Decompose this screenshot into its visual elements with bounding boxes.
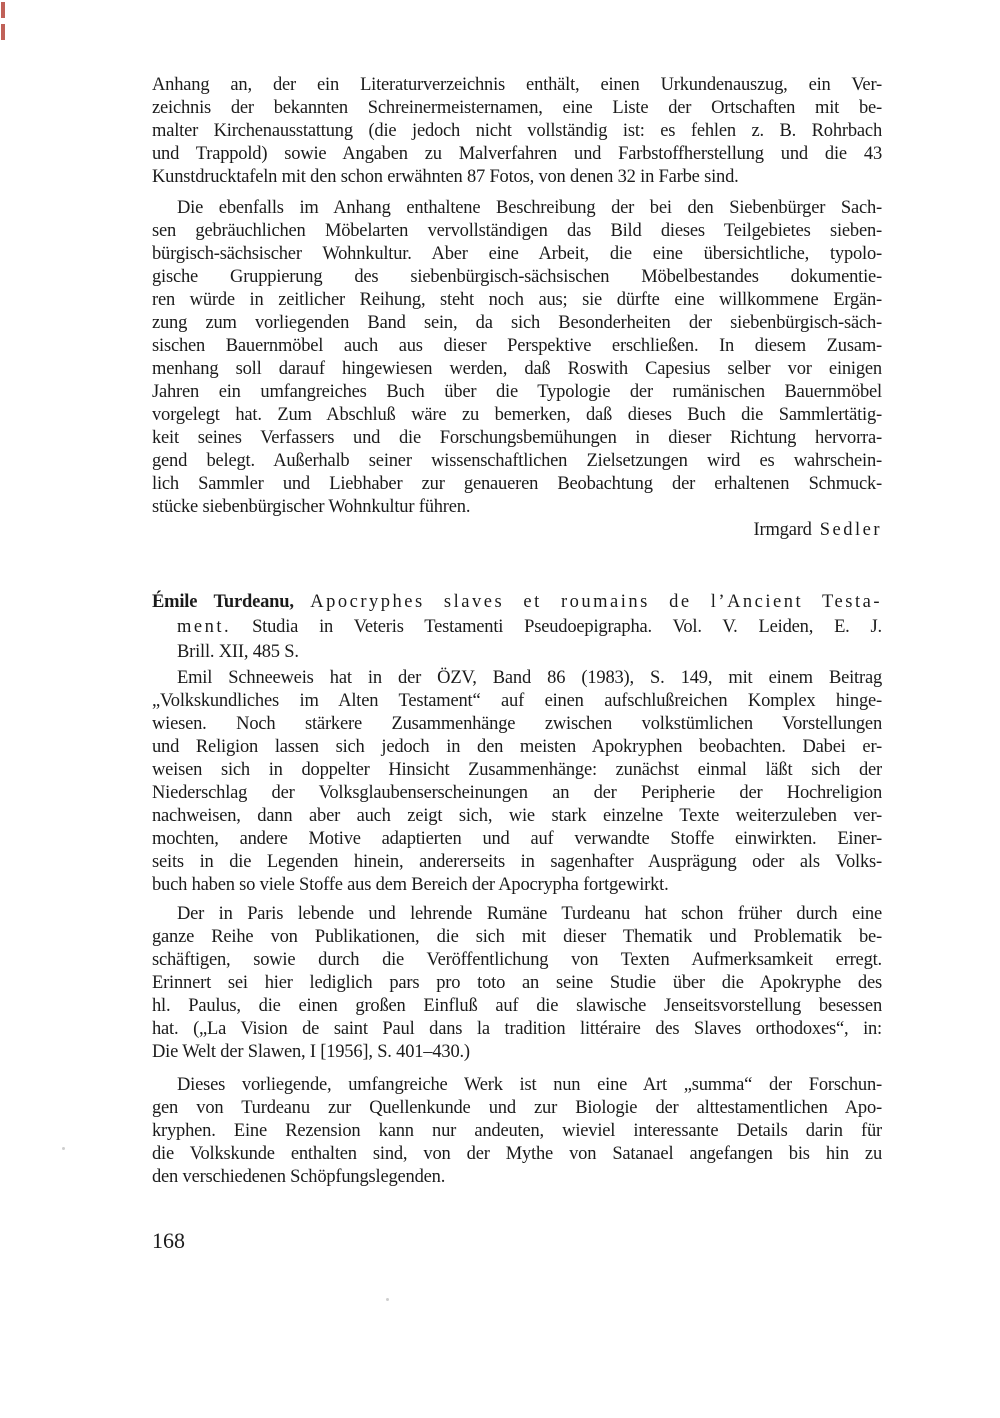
text-line: sischen Bauernmöbel auch aus dieser Perspektive erschließen. In diesem Zusam-	[152, 336, 882, 356]
heading-title-spaced: Apocryphes slaves et roumains de l’Ancient Testa-	[310, 592, 882, 612]
text-line: Die Welt der Slawen, I [1956], S. 401–430.)	[152, 1042, 470, 1062]
paragraph	[152, 903, 882, 1064]
text-line: Die ebenfalls im Anhang enthaltene Beschreibung der bei den Siebenbürger Sach-	[177, 198, 882, 218]
paragraph-group	[152, 667, 882, 1189]
page-number: 168	[152, 1228, 185, 1253]
review-sedler-continuation	[152, 74, 882, 542]
text-line: Anhang an, der ein Literaturverzeichnis enthält, einen Urkundenauszug, ein Ver-	[152, 75, 882, 95]
text-line: buch haben so viele Stoffe aus dem Bereich der Apocrypha fortgewirkt.	[152, 875, 669, 895]
text-line: malter Kirchenausstattung (die jedoch nicht vollständig ist: es fehlen z. B. Rohrbach	[152, 121, 882, 141]
text-line: stücke siebenbürgischer Wohnkultur führen.	[152, 497, 471, 517]
heading-bibliographic-info: Studia in Veteris Testamenti Pseudoepigrapha. Vol. V. Leiden, E. J.	[252, 617, 882, 637]
text-line: die Volkskunde enthalten sind, von der Mythe von Satanael angefangen bis hin zu	[152, 1144, 882, 1164]
review-turdeanu	[152, 590, 882, 1189]
text-line: ren würde in zeitlicher Reihung, steht noch aus; sie dürfte eine willkommene Ergän-	[152, 290, 882, 310]
paragraph	[152, 74, 882, 189]
heading-author: Émile Turdeanu,	[152, 592, 294, 612]
text-line: den verschiedenen Schöpfungslegenden.	[152, 1167, 446, 1187]
text-line: menhang soll darauf hingewiesen werden, daß Roswith Capesius selber vor einigen	[152, 359, 882, 379]
text-line: wiesen. Noch stärkere Zusammenhänge zwischen volkstümlichen Vorstellungen	[152, 714, 882, 734]
heading-line	[152, 615, 882, 640]
text-line: zeichnis der bekannten Schreinermeisternamen, eine Liste der Ortschaften mit be-	[152, 98, 882, 118]
text-line: Niederschlag der Volksglaubenserscheinungen an der Peripherie der Hochreligion	[152, 783, 882, 803]
heading-line: Brill. XII, 485 S.	[177, 642, 299, 662]
scan-speck	[386, 1298, 389, 1301]
text-line: vorgelegt hat. Zum Abschluß wäre zu bemerken, daß dieses Buch die Sammlertätig-	[152, 405, 882, 425]
text-line: zung zum vorliegenden Band sein, da sich Besonderheiten der siebenbürgisch-säch-	[152, 313, 882, 333]
text-line: und Trappold) sowie Angaben zu Malverfahren und Farbstoffherstellung und die 43	[152, 144, 882, 164]
scan-corner-marks	[1, 2, 7, 46]
text-line: schäftigen, sowie durch die Veröffentlichung von Texten Aufmerksamkeit erregt.	[152, 950, 882, 970]
text-line: nachweisen, dann aber auch zeigt sich, wie stark einzelne Texte weiterzuleben ver-	[152, 806, 882, 826]
heading-line	[152, 590, 882, 615]
text-line: ganze Reihe von Publikationen, die sich mit dieser Thematik und Problematik be-	[152, 927, 882, 947]
paragraph	[152, 197, 882, 519]
text-line: seits in die Legenden hinein, andererseits in sagenhafter Ausprägung oder als Volks-	[152, 852, 882, 872]
text-line: Kunstdrucktafeln mit den schon erwähnten 87 Fotos, von denen 32 in Farbe sind.	[152, 167, 739, 187]
text-line: gen von Turdeanu zur Quellenkunde und zur Biologie der alttestamentlichen Apo-	[152, 1098, 882, 1118]
text-line: hl. Paulus, die einen großen Einfluß auf die slawische Jenseitsvorstellung besessen	[152, 996, 882, 1016]
signature-given-name: Irmgard	[753, 520, 812, 540]
page-text-block	[152, 74, 882, 1189]
scan-mark-dash	[1, 2, 5, 18]
scan-speck	[62, 1147, 65, 1150]
paragraph	[152, 667, 882, 897]
text-line: sen gebräuchlichen Möbelarten vervollständigen das Bild dieses Teilgebietes sieben-	[152, 221, 882, 241]
review-heading	[152, 590, 882, 665]
text-line: mochten, andere Motive adaptierten und auf verwandte Stoffe einwirkten. Einer-	[152, 829, 882, 849]
text-line: Emil Schneeweis hat in der ÖZV, Band 86 (1983), S. 149, mit einem Beitrag	[177, 668, 882, 688]
scan-mark-dash	[1, 24, 5, 40]
text-line: Jahren ein umfangreiches Buch über die Typologie der rumänischen Bauernmöbel	[152, 382, 882, 402]
text-line: hat. („La Vision de saint Paul dans la tradition littéraire des Slaves orthodoxes“, in:	[152, 1019, 882, 1039]
text-line: „Volkskundliches im Alten Testament“ auf einen aufschlußreichen Komplex hinge-	[152, 691, 882, 711]
text-line: lich Sammler und Liebhaber zur genaueren Beobachtung der erhaltenen Schmuck-	[152, 474, 882, 494]
text-line: kryphen. Eine Rezension kann nur andeuten, wieviel interessante Details darin für	[152, 1121, 882, 1141]
text-line: Der in Paris lebende und lehrende Rumäne Turdeanu hat schon früher durch eine	[177, 904, 882, 924]
text-line: gische Gruppierung des siebenbürgisch-sächsischen Möbelbestandes dokumentie-	[152, 267, 882, 287]
text-line: und Religion lassen sich jedoch in den meisten Apokryphen beobachten. Dabei er-	[152, 737, 882, 757]
text-line: Dieses vorliegende, umfangreiche Werk ist nun eine Art „summa“ der Forschun-	[177, 1075, 882, 1095]
paragraph	[152, 1074, 882, 1189]
paragraph-group	[152, 74, 882, 519]
text-line: keit seines Verfassers und die Forschungsbemühungen in dieser Richtung hervorra-	[152, 428, 882, 448]
text-line: gend belegt. Außerhalb seiner wissenschaftlichen Zielsetzungen wird es wahrschein-	[152, 451, 882, 471]
text-line: weisen sich in doppelter Hinsicht Zusammenhänge: zunächst einmal läßt sich der	[152, 760, 882, 780]
reviewer-signature	[152, 519, 882, 542]
signature-family-name: Sedler	[819, 520, 882, 540]
text-line: Erinnert sei hier lediglich pars pro toto an seine Studie über die Apokryphe des	[152, 973, 882, 993]
text-line: bürgisch-sächsischer Wohnkultur. Aber eine Arbeit, die eine übersichtliche, typolo-	[152, 244, 882, 264]
heading-title-spaced: ment.	[177, 617, 232, 637]
